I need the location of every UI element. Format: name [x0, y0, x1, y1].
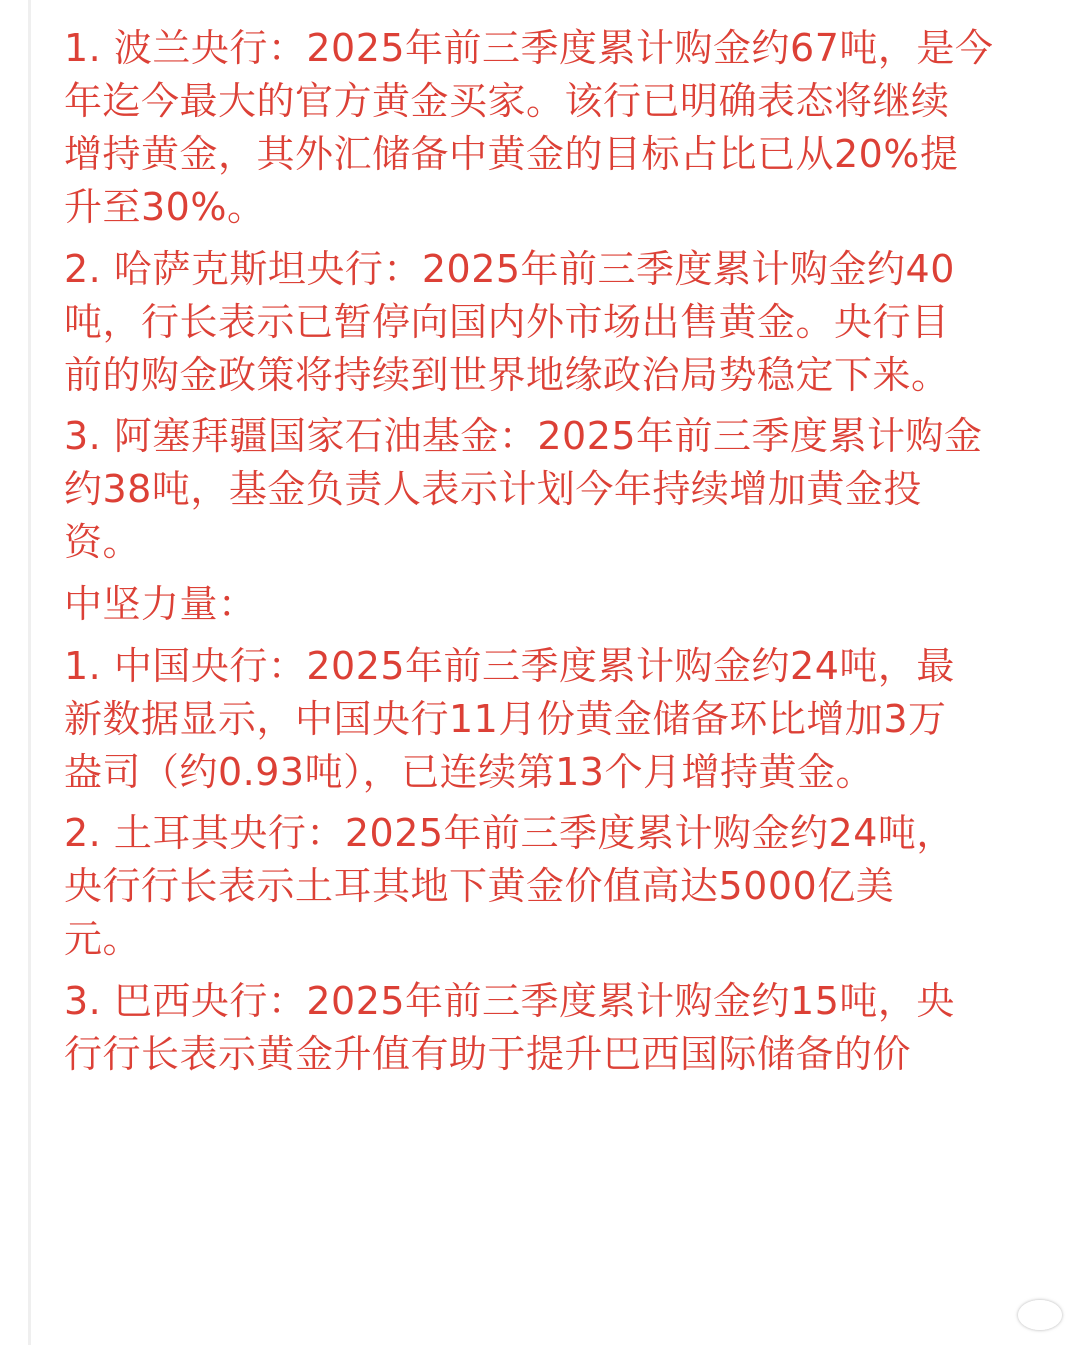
- text-line: 盎司（约0.93吨），已连续第13个月增持黄金。: [64, 749, 874, 794]
- weibo-watermark: [1018, 1295, 1062, 1335]
- text-line: 约38吨，基金负责人表示计划今年持续增加黄金投: [64, 467, 922, 512]
- text-line: 1. 波兰央行：2025年前三季度累计购金约67吨，是今: [64, 26, 994, 70]
- list-item-kazakhstan: [64, 243, 1064, 402]
- text-line: 央行行长表示土耳其地下黄金价值高达5000亿美: [64, 864, 895, 909]
- text-line: 年迄今最大的官方黄金买家。该行已明确表态将继续: [64, 79, 950, 123]
- text-line: 升至30%。: [64, 185, 266, 229]
- left-border-line: [28, 0, 31, 1345]
- text-line: 增持黄金，其外汇储备中黄金的目标占比已从20%提: [64, 132, 959, 176]
- section-heading: 中坚力量：: [64, 582, 257, 627]
- text-line: 元。: [64, 917, 142, 962]
- text-line: 1. 中国央行：2025年前三季度累计购金约24吨，最: [64, 643, 955, 688]
- text-line: 新数据显示，中国央行11月份黄金储备环比增加3万: [64, 696, 947, 741]
- major-buyers-list: [64, 22, 1064, 569]
- text-line: 2. 哈萨克斯坦央行：2025年前三季度累计购金约40: [64, 246, 955, 291]
- text-line: 行行长表示黄金升值有助于提升巴西国际储备的价: [64, 1032, 912, 1077]
- text-line: 3. 阿塞拜疆国家石油基金：2025年前三季度累计购金: [64, 414, 983, 459]
- list-item-china: [64, 640, 1064, 799]
- list-item-azerbaijan: [64, 410, 1064, 569]
- text-line: 2. 土耳其央行：2025年前三季度累计购金约24吨，: [64, 811, 955, 856]
- core-buyers-list: [64, 640, 1064, 1081]
- article-body: [64, 22, 1064, 1090]
- text-line: 前的购金政策将持续到世界地缘政治局势稳定下来。: [64, 352, 950, 397]
- list-item-poland: [64, 22, 1064, 234]
- text-line: 资。: [64, 520, 142, 565]
- list-item-brazil: [64, 975, 1064, 1081]
- list-item-turkey: [64, 807, 1064, 966]
- text-line: 3. 巴西央行：2025年前三季度累计购金约15吨，央: [64, 979, 955, 1024]
- text-line: 吨，行长表示已暂停向国内外市场出售黄金。央行目: [64, 299, 950, 344]
- weibo-logo-icon: [1018, 1300, 1062, 1330]
